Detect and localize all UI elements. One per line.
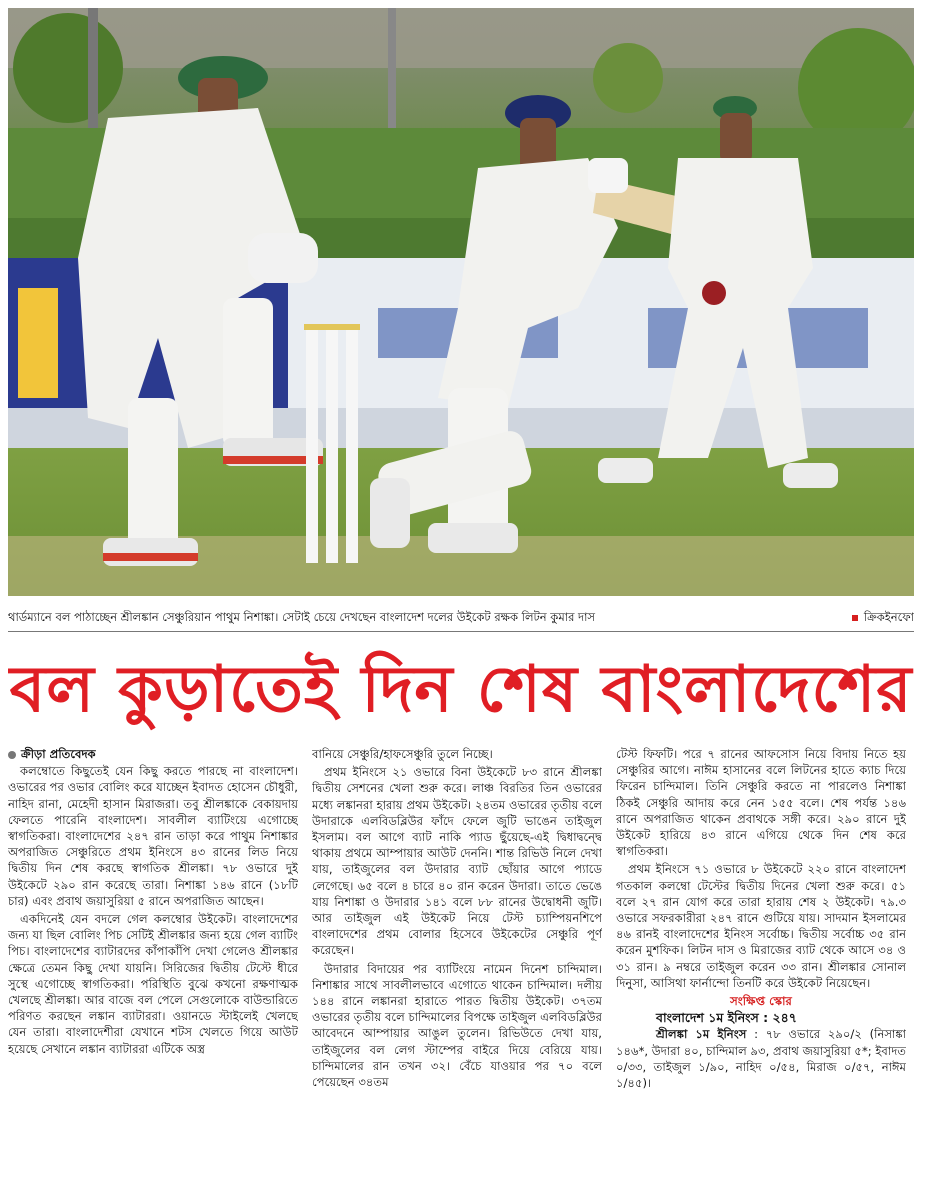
cricket-ball xyxy=(702,281,726,305)
credit-square-icon xyxy=(852,615,858,621)
paragraph: একদিনেই যেন বদলে গেল কলম্বোর উইকেট। বাংলাদেশের জন্য যা ছিল বোলিং পিচ সেটিই শ্রীলঙ্কার জন্য হয়ে গেল ব্যাটিং পিচ। বাংলাদেশের ব্যাটারদের কাঁপাকাঁপি দেখা গেলেও শ্রীলঙ্কার ক্ষেত্রে তেমন কিছু দেখা যায়নি। সিরিজের দ্বিতীয় টেস্টে ধীরে সুস্থে এগোচ্ছে স্বাগতিকরা। পরিস্থিতি বুঝে কখনো রক্ষণাত্মক খেলছে শ্রীলঙ্কা। আর বাজে বল পেলে সেগুলোকে বাউন্ডারিতে পরিণত করছেন লঙ্কান ব্যাটাররা। ওয়ানডে স্টাইলেই খেলছে যেন তারা। বাংলাদেশীরা যেখানে শটস খেলতে গিয়ে আউট হয়েছে সেখানে লঙ্কান ব্যাটাররা এটিকে অস্ত্র xyxy=(8,912,298,1056)
score-srilanka xyxy=(616,1026,906,1091)
paragraph: টেস্ট ফিফটি। পরে ৭ রানের আফসোস নিয়ে বিদায় নিতে হয় সেঞ্চুরির আগে। নাঈম হাসানের বলে লিটনের হাতে ক্যাচ দিয়ে ফিরেন চান্দিমাল। তিনি সেঞ্চুরি করতে না পারলেও নিশাঙ্কা ঠিকই সেঞ্চুরি আদায় করে নেন ১৫৫ বলে। শেষ পর্যন্ত ১৪৬ রানে অপরাজিত থাকেন প্রবাথকে সঙ্গী করে। ২৯০ রানে দুই উইকেট হারিয়ে ৪৩ রানে এগিয়ে থেকে দিন শেষ করে স্বাগতিকরা। xyxy=(616,747,906,859)
bullet-dot-icon xyxy=(8,751,16,759)
score-bangladesh: বাংলাদেশ ১ম ইনিংস : ২৪৭ xyxy=(656,1010,797,1026)
article-column-2 xyxy=(312,746,602,1198)
reporter-byline xyxy=(8,746,298,762)
score-srilanka-label: শ্রীলঙ্কা ১ম ইনিংস xyxy=(656,1027,747,1042)
paragraph: প্রথম ইনিংসে ২১ ওভারে বিনা উইকেটে ৮৩ রানে শ্রীলঙ্কা দ্বিতীয় সেশনের খেলা শুরু করে। লাঞ্চ বিরতির তিন ওভারের মধ্যে লঙ্কানরা হারায় প্রথম উইকেট। ২৪তম ওভারের তৃতীয় বলে উদারাকে এলবিডব্লিউর ফাঁদে ফেলে জুটি ভাঙেন তাইজুল ইসলাম। বল আগে ব্যাট নাকি প্যাড ছুঁয়েছে-এই দ্বিধাদ্বন্দ্বে থাকায় প্রথমে আম্পায়ার আউট দেননি। শান্ত রিভিউ নিলে দেখা যায়, তাইজুলের বল উদারার ব্যাট ছোঁয়ার আগে প্যাডে লেগেছে। ৬৫ বলে ৪ চারে ৪০ রান করেন উদারা। তাতে ভেঙে যায় নিশাঙ্কা ও উদারার ১৪১ বলে ৮৮ রানের উদ্বোধনী জুটি। আর তাইজুল এই উইকেট নিয়ে টেস্ট চ্যাম্পিয়নশিপে বাংলাদেশের প্রথম বোলার হিসেবে উইকেটের সেঞ্চুরি পূর্ণ করেছেন। xyxy=(312,765,602,958)
cricket-photo-illustration xyxy=(8,8,914,596)
photo-credit xyxy=(852,605,914,629)
caption-text: থার্ডম্যানে বল পাঠাচ্ছেন শ্রীলঙ্কান সেঞ্চুরিয়ান পাথুম নিশাঙ্কা। সেটাই চেয়ে দেখছেন বাংলাদেশ দলের উইকেট রক্ষক লিটন কুমার দাস xyxy=(8,610,596,624)
short-score-heading: সংক্ষিপ্ত স্কোর xyxy=(730,994,792,1009)
caption-divider xyxy=(8,631,914,632)
stumps xyxy=(304,324,360,563)
article-column-3 xyxy=(616,746,906,1198)
paragraph: বানিয়ে সেঞ্চুরি/হাফসেঞ্চুরি তুলে নিচ্ছে। xyxy=(312,747,493,761)
reporter-name: ক্রীড়া প্রতিবেদক xyxy=(21,747,96,761)
headline: বল কুড়াতেই দিন শেষ বাংলাদেশের xyxy=(9,653,913,727)
score-srilanka-detail: : ৭৮ ওভারে ২৯০/২ (নিসাঙ্কা ১৪৬*, উদারা ৪০, চান্দিমাল ৯৩, প্রবাথ জয়াসুরিয়া ৫*; ইবাদত ০/৩৩, তাইজুল ১/৯০, নাহিদ ০/৫৪, মিরাজ ০/৫৭, নাঈম ১/৪৫)। xyxy=(616,1027,906,1091)
match-photo xyxy=(8,8,914,596)
paragraph: কলম্বোতে কিছুতেই যেন কিছু করতে পারছে না বাংলাদেশ। ওভারের পর ওভার বোলিং করে যাচ্ছেন ইবাদত হোসেন চৌধুরী, নাহিদ রানা, মেহেদী হাসান মিরাজরা। তবু শ্রীলঙ্কাকে বেকায়দায় ফেলতে পারেনি বাংলাদেশ। সাবলীল ব্যাটিংয়ে এগোচ্ছে স্বাগতিকরা। বাংলাদেশের ২৪৭ রান তাড়া করে পাথুম নিশাঙ্কার অপরাজিত সেঞ্চুরিতে প্রথম ইনিংসে ৪৩ রানের লিড নিয়ে দ্বিতীয় দিন শেষ করছে স্বাগতিক শ্রীলঙ্কা। ৭৮ ওভারে দুই উইকেটে ২৯০ রান করেছে তারা। নিশাঙ্কা ১৪৬ রানে (১৮টি চার) এবং প্রবাথ জয়াসুরিয়া ৫ রানে অপরাজিত আছেন। xyxy=(8,764,298,908)
photo-caption xyxy=(8,605,914,629)
paragraph: প্রথম ইনিংসে ৭১ ওভারে ৮ উইকেটে ২২০ রানে বাংলাদেশ গতকাল কলম্বো টেস্টের দ্বিতীয় দিনের খেলা শুরু করে। ৫১ বলে ২৭ রান যোগ করে তারা হারায় শেষ ২ উইকেট। ৭৯.৩ ওভারে সফরকারীরা ২৪৭ রানে গুটিয়ে যায়। সাদমান ইসলামের ৪৬ রানই বাংলাদেশের ইনিংস সর্বোচ্চ। দ্বিতীয় সর্বোচ্চ ৩৫ রান করেন মুশফিক। লিটন দাস ও মিরাজের ব্যাট থেকে আসে ৩৪ ও ৩১ রান। ৯ নম্বরে তাইজুল করেন ৩৩ রান। শ্রীলঙ্কার সোনাল দিনুসা, আসিথা ফার্নান্দো তিনটি করে উইকেট নিয়েছেন। xyxy=(616,862,906,990)
article-body xyxy=(8,746,920,1198)
paragraph: উদারার বিদায়ের পর ব্যাটিংয়ে নামেন দিনেশ চান্দিমাল। নিশাঙ্কার সাথে সাবলীলভাবে এগোতে থাকেন চান্দিমাল। দলীয় ১৪৪ রানে লঙ্কানরা হারাতে পারত দ্বিতীয় উইকেট। ৩৭তম ওভারের তৃতীয় বলে চান্দিমালের বিপক্ষে তাইজুল এলবিডব্লিউর আবেদনে আম্পায়ার আঙুল তুলেন। রিভিউতে দেখা যায়, তাইজুলের বল লেগ স্টাম্পের বাইরে দিয়ে বেরিয়ে যায়। চান্দিমালের রান তখন ৩২। বেঁচে যাওয়ার পর ৭০ বলে পেয়েছেন ৩৪তম xyxy=(312,961,602,1090)
credit-text: ক্রিকইনফো xyxy=(863,610,914,624)
article-column-1 xyxy=(8,746,298,1198)
